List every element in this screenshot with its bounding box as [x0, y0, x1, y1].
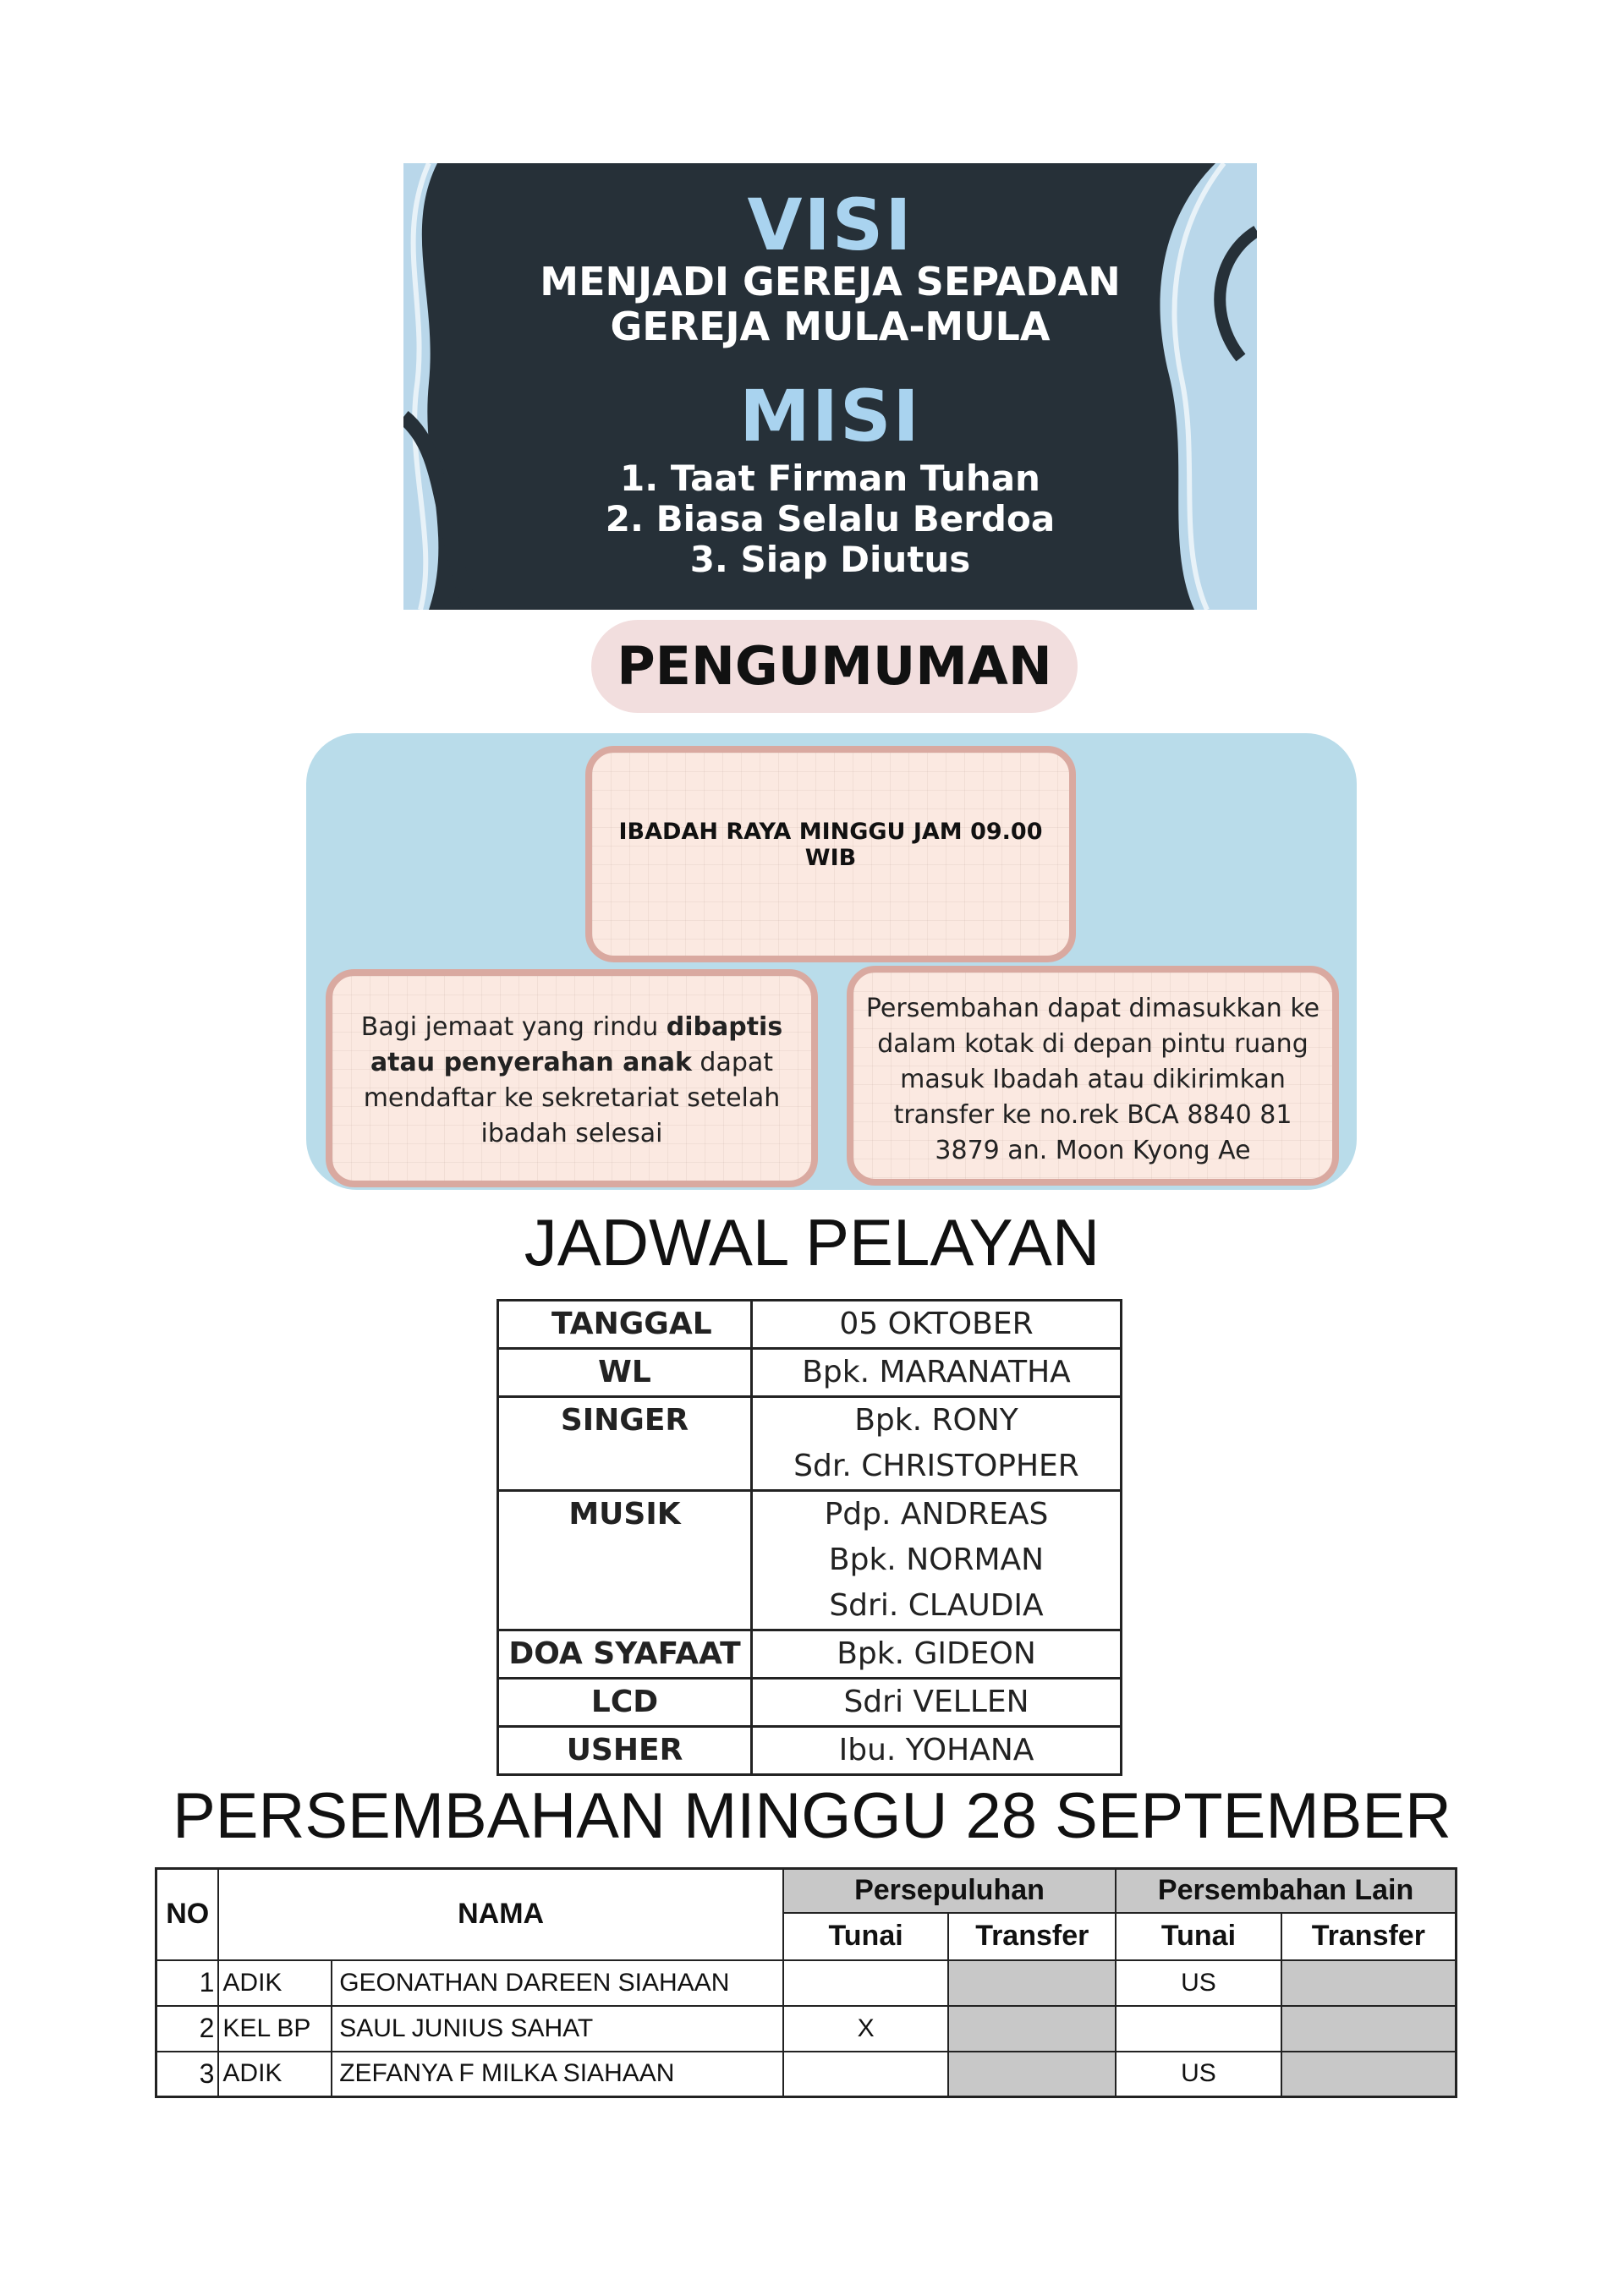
table-row	[156, 1960, 1457, 2006]
announcement-card-offering	[847, 966, 1339, 1186]
misi-line-2: 2. Biasa Selalu Berdoa	[605, 498, 1056, 540]
header-tunai: Tunai	[1116, 1913, 1281, 1960]
row-persepuluhan-transfer	[948, 2052, 1116, 2097]
schedule-label: WL	[499, 1350, 753, 1395]
row-lain-tunai: US	[1116, 1960, 1281, 2006]
header-persepuluhan: Persepuluhan	[783, 1869, 1116, 1913]
row-persepuluhan-transfer	[948, 1960, 1116, 2006]
schedule-row-usher	[499, 1725, 1120, 1773]
baptism-text-pre: Bagi jemaat yang rindu	[360, 1012, 667, 1042]
schedule-value: Bpk. NORMAN	[828, 1543, 1045, 1577]
schedule-table	[497, 1299, 1122, 1776]
schedule-value: 05 OKTOBER	[839, 1307, 1034, 1341]
schedule-value: Sdr. CHRISTOPHER	[793, 1449, 1079, 1483]
row-title: ADIK	[218, 2052, 332, 2097]
row-lain-tunai	[1116, 2006, 1281, 2052]
visi-line-2: GEREJA MULA-MULA	[610, 304, 1051, 349]
row-persepuluhan-transfer	[948, 2006, 1116, 2052]
schedule-row-doa-syafaat	[499, 1629, 1120, 1677]
misi-line-3: 3. Siap Diutus	[689, 539, 971, 580]
schedule-row-singer	[499, 1395, 1120, 1489]
row-persepuluhan-tunai: X	[783, 2006, 949, 2052]
row-lain-transfer	[1281, 1960, 1457, 2006]
row-persepuluhan-tunai	[783, 2052, 949, 2097]
schedule-value: Pdp. ANDREAS	[824, 1497, 1049, 1532]
misi-heading: MISI	[739, 375, 921, 458]
row-name: GEONATHAN DAREEN SIAHAAN	[332, 1960, 783, 2006]
header-nama: NAMA	[218, 1869, 782, 1960]
announcement-card-baptism	[326, 969, 818, 1187]
schedule-row-lcd	[499, 1677, 1120, 1725]
visi-line-1: MENJADI GEREJA SEPADAN	[540, 259, 1121, 304]
schedule-value: Ibu. YOHANA	[838, 1733, 1034, 1767]
baptism-text	[341, 1010, 803, 1152]
row-persepuluhan-tunai	[783, 1960, 949, 2006]
row-title: KEL BP	[218, 2006, 332, 2052]
schedule-value: Bpk. GIDEON	[837, 1636, 1036, 1671]
schedule-label: DOA SYAFAAT	[499, 1631, 753, 1677]
header-persembahan-lain: Persembahan Lain	[1116, 1869, 1456, 1913]
header-transfer: Transfer	[1281, 1913, 1457, 1960]
offering-info-text: Persembahan dapat dimasukkan ke dalam kotak di depan pintu ruang masuk Ibadah atau dikirimkan transfer ke no.rek BCA 8840 81 3879 an. Moon Kyong Ae	[865, 994, 1320, 1165]
pengumuman-title: PENGUMUMAN	[591, 620, 1078, 713]
schedule-value: Bpk. RONY	[854, 1403, 1018, 1438]
row-name: ZEFANYA F MILKA SIAHAAN	[332, 2052, 783, 2097]
row-name: SAUL JUNIUS SAHAT	[332, 2006, 783, 2052]
schedule-label: MUSIK	[499, 1492, 753, 1629]
baptism-text-post: dapat mendaftar ke sekretariat setelah ibadah selesai	[363, 1048, 781, 1148]
header-transfer: Transfer	[948, 1913, 1116, 1960]
schedule-label: TANGGAL	[499, 1301, 753, 1347]
baptism-text-bold: dibaptis atau penyerahan anak	[370, 1012, 783, 1077]
schedule-label: LCD	[499, 1680, 753, 1725]
visi-heading: VISI	[747, 184, 914, 266]
row-title: ADIK	[218, 1960, 332, 2006]
jadwal-title: JADWAL PELAYAN	[524, 1205, 1100, 1280]
header-tunai: Tunai	[783, 1913, 949, 1960]
row-lain-transfer	[1281, 2006, 1457, 2052]
persembahan-title: PERSEMBAHAN MINGGU 28 SEPTEMBER	[173, 1780, 1451, 1852]
offering-table	[155, 1867, 1457, 2098]
row-lain-tunai: US	[1116, 2052, 1281, 2097]
header-no: NO	[156, 1869, 219, 1960]
row-no: 3	[156, 2052, 219, 2097]
announcement-card-service-time	[585, 746, 1076, 962]
table-row	[156, 2006, 1457, 2052]
schedule-label: USHER	[499, 1728, 753, 1773]
schedule-value: Sdri. CLAUDIA	[829, 1588, 1044, 1623]
schedule-value: Bpk. MARANATHA	[802, 1355, 1071, 1389]
schedule-label: SINGER	[499, 1398, 753, 1489]
service-time-text: IBADAH RAYA MINGGU JAM 09.00 WIB	[618, 819, 1043, 871]
schedule-row-wl	[499, 1347, 1120, 1395]
row-no: 1	[156, 1960, 219, 2006]
row-lain-transfer	[1281, 2052, 1457, 2097]
schedule-row-tanggal	[499, 1301, 1120, 1347]
visi-misi-banner	[403, 163, 1257, 610]
row-no: 2	[156, 2006, 219, 2052]
table-row	[156, 2052, 1457, 2097]
misi-line-1: 1. Taat Firman Tuhan	[620, 458, 1040, 499]
schedule-value: Sdri VELLEN	[843, 1685, 1029, 1719]
schedule-row-musik	[499, 1489, 1120, 1629]
